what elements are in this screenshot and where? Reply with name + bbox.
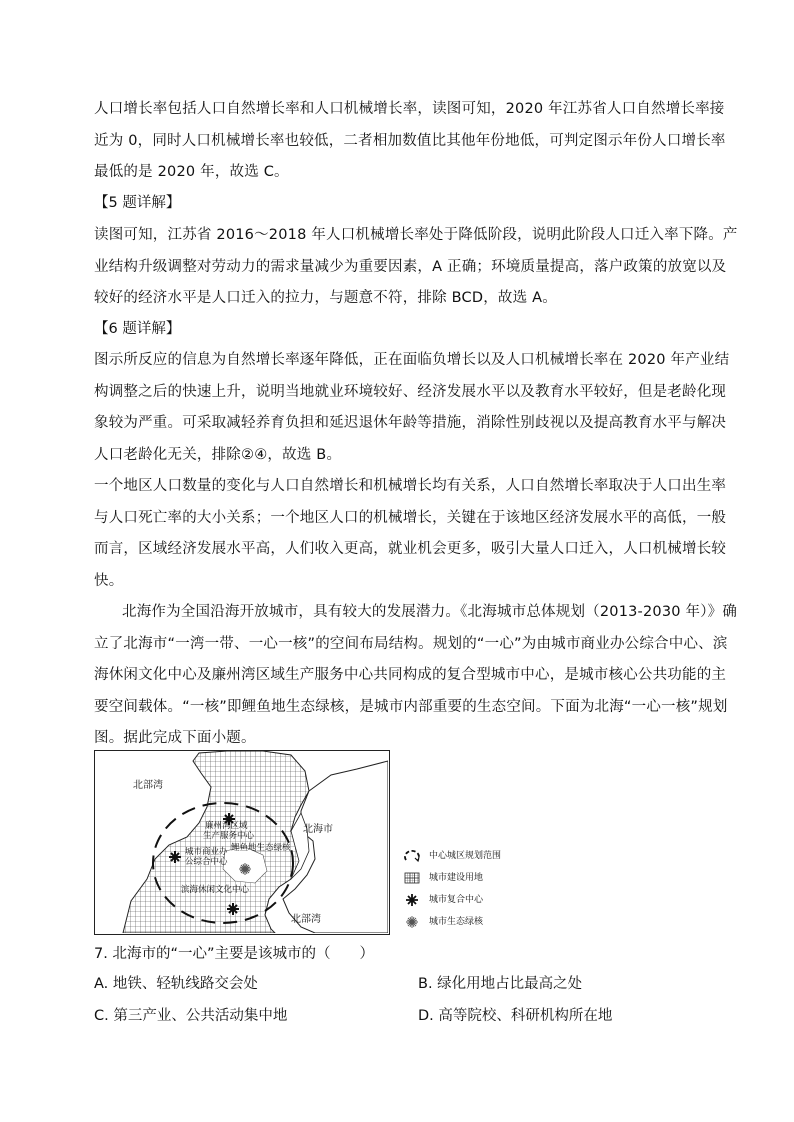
text-line: 快。 xyxy=(94,572,124,589)
answer-paragraph-6 xyxy=(94,345,730,471)
text-line: 与人口死亡率的大小关系；一个地区人口的机械增长，关键在于该地区经济发展水平的高低，一般 xyxy=(94,509,727,526)
legend-item-green-core xyxy=(398,914,548,930)
text-line: 而言，区域经济发展水平高，人们收入更高，就业机会更多，吸引大量人口迁入，人口机械增长较 xyxy=(94,541,727,557)
text-line: 立了北海市“一湾一带、一心一核”的空间布局结构。规划的“一心”为由城市商业办公综合中心、滨 xyxy=(94,635,728,652)
text-line: 人口老龄化无关，排除②④，故选 B。 xyxy=(94,446,342,463)
text-line: 图示所反应的信息为自然增长率逐年降低，正在面临负增长以及人口机械增长率在 2020 年产业结 xyxy=(94,352,730,368)
text-line: 海休闲文化中心及廉州湾区域生产服务中心共同构成的复合型城市中心，是城市核心公共功能的主 xyxy=(94,667,727,683)
grid-hatch-icon xyxy=(402,870,422,886)
text-line: 人口增长率包括人口自然增长率和人口机械增长率，读图可知，2020 年江苏省人口自然增长率接 xyxy=(94,101,725,117)
text-line: 象较为严重。可采取减轻养育负担和延迟退休年龄等措施，消除性别歧视以及提高教育水平与解决 xyxy=(94,415,727,431)
legend-label: 城市复合中心 xyxy=(429,895,484,905)
text-line: 构调整之后的快速上升，说明当地就业环境较好、经济发展水平以及教育水平较好，但是老龄化现 xyxy=(94,383,727,400)
legend-label: 城市建设用地 xyxy=(429,873,484,883)
option-d[interactable]: D. 高等院校、科研机构所在地 xyxy=(418,1008,613,1024)
land-area xyxy=(123,751,309,933)
question-7-stem: 7. 北海市的“一心”主要是该城市的（ ） xyxy=(94,946,374,962)
beihai-plan-map xyxy=(94,750,390,935)
option-a[interactable]: A. 地铁、轻轨线路交会处 xyxy=(94,976,258,992)
heading-q6-detail: 【6 题详解】 xyxy=(94,321,181,337)
starburst-icon xyxy=(402,914,422,930)
answer-paragraph-5 xyxy=(94,220,738,315)
legend-item-construction-land xyxy=(398,870,548,886)
text-line: 北海作为全国沿海开放城市，具有较大的发展潜力。《北海城市总体规划（2013-2030 年）》确 xyxy=(122,604,738,620)
material-intro-paragraph xyxy=(94,597,738,755)
legend-item-planning-range xyxy=(398,848,548,864)
label-beibuwan-south: 北部湾 xyxy=(291,914,321,925)
text-line: 一个地区人口数量的变化与人口自然增长和机械增长均有关系，人口自然增长率取决于人口出生率 xyxy=(94,478,727,494)
answer-paragraph-4 xyxy=(94,94,726,189)
label-lianzhou-2: 生产服务中心 xyxy=(203,831,255,841)
label-binhai: 滨海休闲文化中心 xyxy=(181,885,250,895)
text-line: 近为 0，同时人口机械增长率也较低，二者相加数值比其他年份地低，可判定图示年份人口增长率 xyxy=(94,132,726,149)
text-line: 图。据此完成下面小题。 xyxy=(94,730,256,746)
label-beibuwan-north: 北部湾 xyxy=(133,780,163,791)
option-b[interactable]: B. 绿化用地占比最高之处 xyxy=(418,976,583,992)
label-business-1: 城市商业办 xyxy=(185,847,228,857)
label-business-2: 公综合中心 xyxy=(185,857,228,867)
explanation-paragraph xyxy=(94,471,727,597)
legend-label: 中心城区规划范围 xyxy=(429,851,502,861)
text-line: 较好的经济水平是人口迁入的拉力，与题意不符，排除 BCD，故选 A。 xyxy=(94,290,557,306)
text-line: 读图可知，江苏省 2016～2018 年人口机械增长率处于降低阶段，说明此阶段人口迁入率下降。产 xyxy=(94,227,738,243)
option-c[interactable]: C. 第三产业、公共活动集中地 xyxy=(94,1008,288,1024)
label-beihai-city: 北海市 xyxy=(303,824,333,835)
text-line: 业结构升级调整对劳动力的需求量减少为重要因素，A 正确；环境质量提高，落户政策的放宽以及 xyxy=(94,258,727,275)
dashed-circle-arrow-icon xyxy=(402,848,422,864)
text-line: 最低的是 2020 年，故选 C。 xyxy=(94,164,289,180)
text-line: 要空间载体。“一核”即鲤鱼地生态绿核，是城市内部重要的生态空间。下面为北海“一心一核”规划 xyxy=(94,698,728,715)
map-drawing xyxy=(95,751,388,933)
heading-q5-detail: 【5 题详解】 xyxy=(94,195,181,211)
legend-item-compound-center xyxy=(398,892,548,908)
legend-label: 城市生态绿核 xyxy=(429,917,484,927)
label-lianzhou-1: 廉州湾区域 xyxy=(205,821,248,831)
label-liyu-green-core: 鲤鱼地生态绿核 xyxy=(231,843,291,853)
asterisk-icon xyxy=(402,892,422,908)
